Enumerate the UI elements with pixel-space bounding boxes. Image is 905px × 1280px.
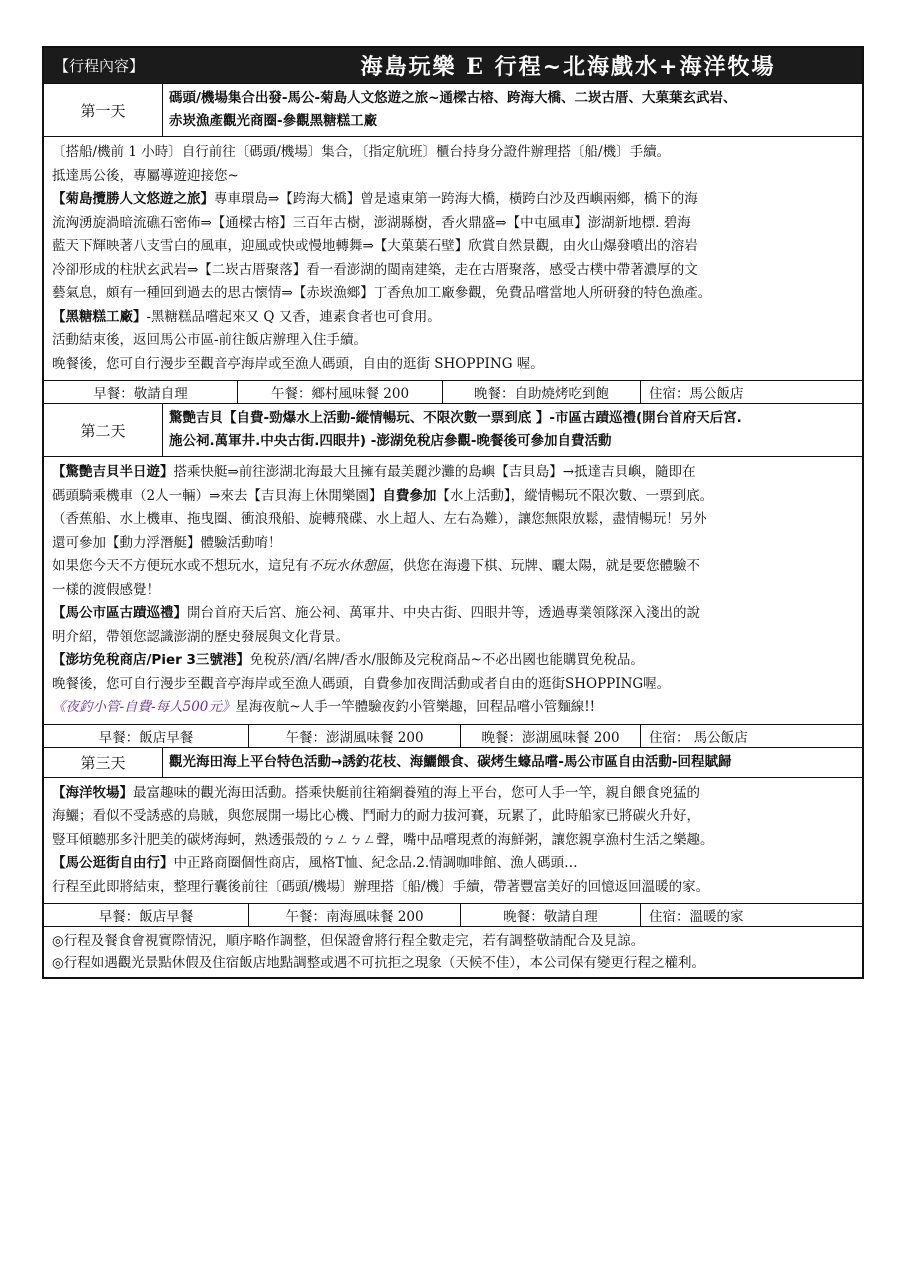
dinner-cell: 晚餐：澎湖風味餐 200 [461,725,641,747]
lunch-cell: 午餐：南海風味餐 200 [249,904,461,926]
breakfast-cell: 早餐：敬請自理 [44,381,238,403]
day1-para: 〔搭船/機前 1 小時〕自行前往〔碼頭/機場〕集合，〔指定航班〕櫃台持身分證件辦理搭〔船/機〕手續。 [52,144,671,160]
day1-para: 晚餐後，您可自行漫步至觀音亭海岸或至漁人碼頭，自由的逛街 SHOPPING 喔。 [52,355,544,372]
day2-label: 第二天 [44,404,163,456]
day2-para [52,555,854,579]
day3-label: 第三天 [44,748,163,777]
day2-text: 星海夜航~人手一竿體驗夜釣小管樂趣，回程品嚐小管麵線!! [235,699,596,715]
hotel-cell: 住宿： 馬公飯店 [649,729,748,746]
day2-para: （香蕉船、水上機車、拖曳圈、衝浪飛船、旋轉飛碟、水上超人、左右為難），讓您無限放鬆，盡情暢玩！另外 [52,511,707,527]
day2-para: 晚餐後，您可自行漫步至觀音亭海岸或至漁人碼頭，自費參加夜間活動或者自由的逛街SHOPPING喔。 [52,675,671,692]
day1-title-line1: 碼頭/機場集合出發-馬公-菊島人文悠遊之旅~通樑古榕、跨海大橋、二崁古厝、大菓葉玄武岩、 [169,90,737,106]
day1-para: 抵達馬公後，專屬導遊迎接您~ [52,167,239,184]
section-heading: 【黑糖糕工廠】 [52,308,147,325]
day2-text: 如果您今天不方便玩水或不想玩水，這兒有 [52,558,309,574]
day2-text: ，供您在海邊下棋、玩牌、曬太陽，就是要您體驗不 [389,558,700,574]
hotel-cell: 住宿：馬公飯店 [649,386,744,402]
day2-meals [44,724,862,747]
note-line: ◎行程如遇觀光景點休假及住宿飯店地點調整或遇不可抗拒之現象（天候不佳），本公司保有變更行程之權利。 [52,955,706,971]
day3-text: 中正路商圈個性商店，風格T恤、紀念品.2.情調咖啡館、漁人碼頭… [173,855,578,871]
day2-text: 碼頭騎乘機車（2人一輛）⇒來去【吉貝海上休閒樂園】 [52,487,383,504]
night-fishing-heading: 《夜釣小管-自費-每人500元》 [52,699,236,715]
hotel-cell: 住宿：溫暖的家 [649,909,744,925]
day3-text: 最富趣味的觀光海田活動。搭乘快艇前往箱網養殖的海上平台，您可人手一竿，親自餵食兇猛的 [133,784,700,801]
day3-title: 觀光海田海上平台特色活動→誘釣花枝、海鱺餵食、碳烤生蠔品嚐-馬公市區自由活動-回程賦歸 [169,753,732,770]
note-line: ◎行程及餐食會視實際情況，順序略作調整，但保證會將行程全數走完，若有調整敬請配合及見諒。 [52,933,645,949]
day1-para: 藍天下輝映著八支雪白的風車，迎風或快或慢地轉舞⇒【大菓葉石壁】欣賞自然景觀，由火山爆發噴出的溶岩 [52,238,698,254]
dinner-cell: 晚餐：敬請自理 [461,904,641,926]
day2-para [52,461,854,485]
day3-para: 豎耳傾聽那多汁肥美的碳烤海蚵，熟透張殼的ㄅㄥㄅㄥ聲，嘴中品嚐現煮的海鮮粥，讓您親享漁村生活之樂趣。 [52,831,714,848]
header-bar [44,48,862,83]
day2-title-row [44,403,862,456]
day1-title-line2: 赤崁漁產觀光商圈-參觀黑糖糕工廠 [169,113,378,129]
day1-text: -黑糖糕品嚐起來又 Q 又香，連素食者也可食用。 [146,308,441,325]
day1-description [44,136,862,380]
day1-para [52,306,854,330]
day1-para: 藝氣息，頗有一種回到過去的思古懷情⇒【赤崁漁鄉】丁香魚加工廠參觀，免費品嚐當地人所研發的特色漁產。 [52,285,712,301]
day3-description [44,777,862,904]
day3-para [52,852,854,876]
day2-para [52,602,854,626]
day1-para [52,188,854,212]
day2-text: 開台首府天后宮、施公祠、萬軍井、中央古街、四眼井等，透過專業領隊深入淺出的說 [187,605,700,621]
breakfast-cell: 早餐：飯店早餐 [44,725,249,747]
section-heading: 【菊島攬勝人文悠遊之旅】 [52,191,214,207]
day2-para: 一樣的渡假感覺！ [52,581,160,598]
day2-title [163,404,862,456]
day1-title-row [44,83,862,136]
day2-text: 搭乘快艇⇒前往澎湖北海最大且擁有最美麗沙灘的島嶼【吉貝島】→抵達吉貝嶼，隨即在 [173,464,696,480]
section-heading: 【澎坊免稅商店/Pier 3三號港】 [52,652,250,668]
day2-para: 還可參加【動力浮潛艇】體驗活動唷！ [52,534,282,551]
day2-title-line2: 施公祠.萬軍井.中央古街.四眼井) -澎湖免稅店參觀-晚餐後可參加自費活動 [169,433,612,449]
day2-para [52,696,854,720]
day3-para [52,782,854,806]
day1-meals [44,380,862,403]
section-heading: 自費參加 [382,487,437,504]
day3-meals [44,903,862,926]
breakfast-cell: 早餐：飯店早餐 [44,904,249,926]
day1-para: 流洶湧旋渦暗流礁石密佈⇒【通樑古榕】三百年古樹，澎湖縣樹，香火鼎盛⇒【中屯風車】澎湖新地標. 碧海 [52,214,691,231]
day2-description [44,456,862,724]
dinner-cell: 晚餐：自助燒烤吃到飽 [443,381,641,403]
itinerary-table [42,46,864,979]
day2-para: 明介紹，帶領您認識澎湖的歷史發展與文化背景。 [52,628,349,645]
day1-text: 專車環島⇒【跨海大橋】曾是遠東第一跨海大橋，橫跨白沙及西嶼兩鄉，橋下的海 [214,191,698,207]
day1-label: 第一天 [44,84,163,136]
day2-text: 免稅菸/酒/名牌/香水/服飾及完稅商品~不必出國也能購買免稅品。 [249,652,644,668]
day1-para: 冷卻形成的柱狀玄武岩⇒【二崁古厝聚落】看一看澎湖的閩南建築，走在古厝聚落，感受古樸中帶著濃厚的文 [52,261,698,278]
section-heading: 【馬公逛街自由行】 [52,855,174,871]
day3-title-row [44,747,862,777]
section-heading: 【馬公市區古蹟巡禮】 [52,605,187,621]
day2-title-line1: 驚艷吉貝【自費-勁爆水上活動-縱情暢玩、不限次數一票到底 】-市區古蹟巡禮(開台首府天后宮. [169,410,742,426]
lunch-cell: 午餐：澎湖風味餐 200 [249,725,461,747]
itinerary-title: 海島玩樂 E 行程~北海戲水+海洋牧場 [360,54,776,80]
day2-para [52,485,854,509]
lunch-cell: 午餐：鄉村風味餐 200 [238,381,443,403]
notes-section [44,926,862,977]
header-tag: 【行程內容】 [54,57,145,75]
day2-text: 【水上活動】，縱情暢玩不限次數、一票到底。 [436,487,714,504]
day2-para [52,649,854,673]
rest-area-text: 不玩水休憩區 [308,558,390,574]
day3-para: 海鱺；看似不受誘惑的烏賊，與您展開一場比心機、鬥耐力的耐力拔河賽，玩累了，此時船家已將碳火升好， [52,808,700,824]
day3-para: 行程至此即將結束，整理行囊後前往〔碼頭/機場〕辦理搭〔船/機〕手續，帶著豐富美好的回憶返回溫暖的家。 [52,878,710,895]
section-heading: 【驚艷吉貝半日遊】 [52,464,174,480]
day1-para: 活動結束後，返回馬公市區-前往飯店辦理入住手續。 [52,332,368,348]
day1-title [163,84,862,136]
section-heading: 【海洋牧場】 [52,784,133,801]
